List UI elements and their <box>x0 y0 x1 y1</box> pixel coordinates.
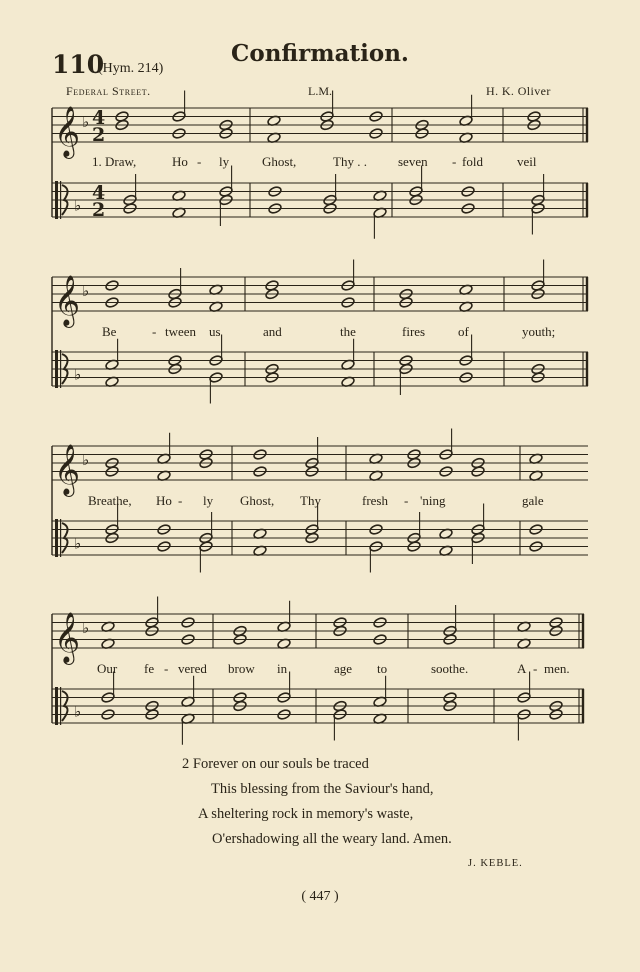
lyric-syllable: men. <box>544 661 570 676</box>
lyric-syllable: - <box>164 661 169 676</box>
lyric-syllable: Ghost, <box>262 154 297 169</box>
lyric-syllable: youth; <box>522 324 556 339</box>
lyric-syllable: - <box>404 493 409 508</box>
lyric-syllable: fold <box>462 154 483 169</box>
composer: H. K. Oliver <box>486 84 551 98</box>
lyric-syllable: ly <box>219 154 230 169</box>
c-clef-bar <box>60 519 61 557</box>
lyric-syllable: - <box>452 154 457 169</box>
c-clef-bar <box>60 350 61 388</box>
lyric-syllable: Be <box>102 324 117 339</box>
tune-name: Federal Street. <box>66 84 151 98</box>
lyric-syllable: fires <box>402 324 426 339</box>
hymn-title: Confirmation. <box>231 40 409 67</box>
lyric-syllable: Ho <box>156 493 172 508</box>
lyric-syllable: fe <box>144 661 155 676</box>
lyric-syllable: 1. Draw, <box>92 154 137 169</box>
lyric-syllable: Breathe, <box>88 493 132 508</box>
lyric-syllable: - <box>197 154 202 169</box>
flat-sign-icon: ♭ <box>74 196 82 215</box>
flat-sign-icon: ♭ <box>74 534 82 553</box>
c-clef-icon <box>55 519 58 557</box>
lyric-syllable: seven <box>398 154 428 169</box>
c-clef-bar <box>60 181 61 219</box>
lyric-syllable: of <box>458 324 469 339</box>
lyric-syllable: fresh <box>362 493 388 508</box>
lyric-syllable: 'ning <box>420 493 446 508</box>
lyric-syllable: soothe. <box>431 661 469 676</box>
page-number: ( 447 ) <box>301 889 339 904</box>
lyric-syllable: Ho <box>172 154 188 169</box>
meter: L.M. <box>308 84 332 98</box>
c-clef-icon <box>55 687 58 725</box>
lyric-syllable: vered <box>178 661 207 676</box>
lyric-syllable: - <box>533 661 538 676</box>
verse-2-line-2: This blessing from the Saviour's hand, <box>211 781 434 797</box>
treble-clef-icon: 𝄞 <box>54 612 81 663</box>
lyric-syllable: Thy <box>300 493 321 508</box>
time-signature: 4 <box>92 107 106 129</box>
c-clef-bar <box>60 687 61 725</box>
lyric-syllable: brow <box>228 661 255 676</box>
flat-sign-icon: ♭ <box>74 365 82 384</box>
time-signature: 2 <box>92 199 106 221</box>
flat-sign-icon: ♭ <box>82 619 90 637</box>
treble-clef-icon: 𝄞 <box>54 106 81 157</box>
lyric-syllable: and <box>263 324 282 339</box>
lyric-syllable: tween <box>165 324 197 339</box>
verse-2-line-3: A sheltering rock in memory's waste, <box>198 806 414 822</box>
c-clef-icon <box>55 350 58 388</box>
time-signature: 4 <box>92 182 106 204</box>
treble-clef-icon: 𝄞 <box>54 444 81 495</box>
treble-clef-icon: 𝄞 <box>54 275 81 326</box>
hymn-number: 110 <box>52 50 105 79</box>
lyric-syllable: veil <box>517 154 537 169</box>
flat-sign-icon: ♭ <box>82 451 90 469</box>
lyric-syllable: in <box>277 661 288 676</box>
time-signature: 2 <box>92 124 106 146</box>
author: J. KEBLE. <box>468 858 523 869</box>
hymn-reference: (Hym. 214) <box>98 61 164 76</box>
c-clef-icon <box>55 181 58 219</box>
lyric-syllable: A <box>517 661 527 676</box>
verse-2-line-1: 2 Forever on our souls be traced <box>182 756 369 772</box>
lyric-syllable: gale <box>522 493 544 508</box>
lyric-syllable: Our <box>97 661 118 676</box>
lyric-syllable: Ghost, <box>240 493 275 508</box>
lyric-syllable: us <box>209 324 221 339</box>
verse-2-line-4: O'ershadowing all the weary land. Amen. <box>212 831 452 847</box>
lyric-syllable: ly <box>203 493 214 508</box>
lyric-syllable: - <box>178 493 183 508</box>
flat-sign-icon: ♭ <box>82 113 90 131</box>
lyric-syllable: age <box>334 661 353 676</box>
lyric-syllable: Thy . . <box>333 154 367 169</box>
flat-sign-icon: ♭ <box>82 282 90 300</box>
lyric-syllable: to <box>377 661 388 676</box>
flat-sign-icon: ♭ <box>74 702 82 721</box>
lyric-syllable: - <box>152 324 157 339</box>
lyric-syllable: the <box>340 324 356 339</box>
